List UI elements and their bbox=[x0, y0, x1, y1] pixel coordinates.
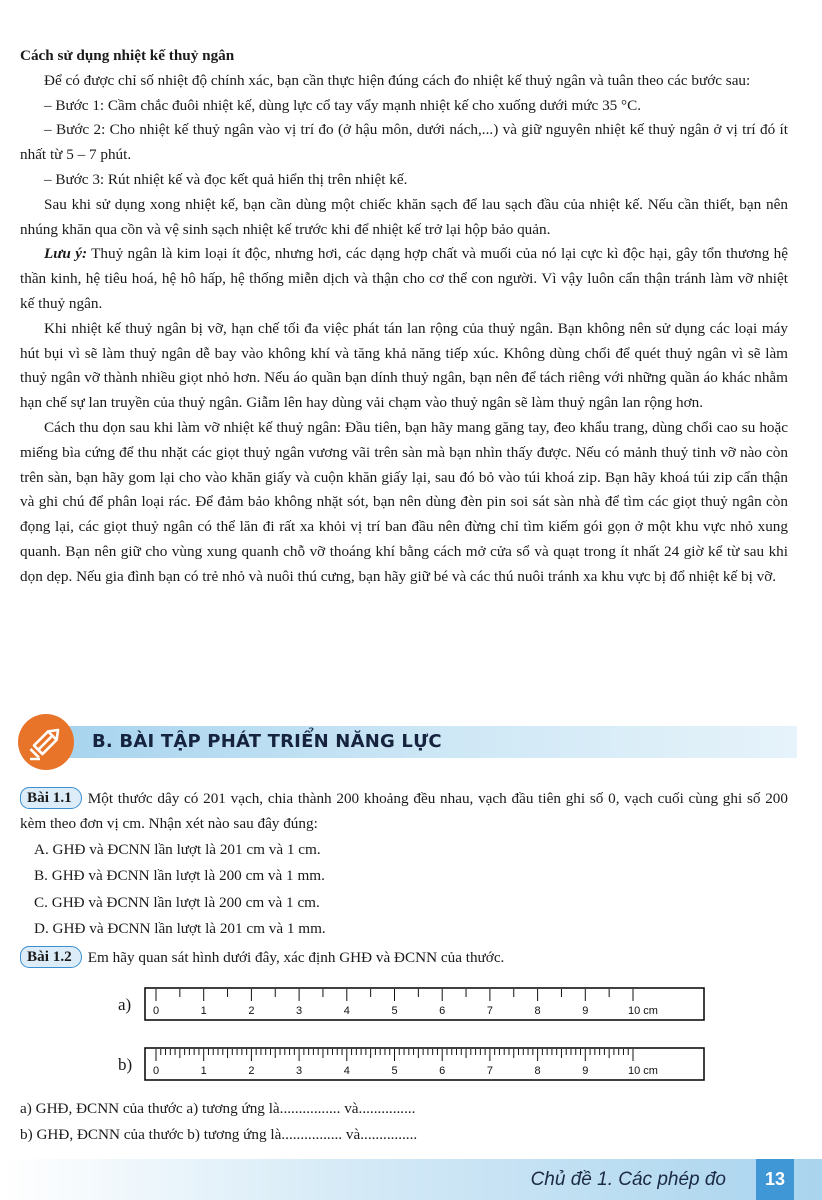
ruler-b-number: 6 bbox=[439, 1065, 446, 1077]
step-1: – Bước 1: Cầm chắc đuôi nhiệt kế, dùng lực cổ tay vẩy mạnh nhiệt kế cho xuống dưới mức 35 °C. bbox=[44, 96, 642, 114]
exercise-1-1-question bbox=[20, 787, 788, 837]
ruler-a-number: 4 bbox=[343, 1005, 350, 1017]
ruler-a-number: 1 bbox=[200, 1005, 207, 1017]
ruler-b-number: 5 bbox=[391, 1065, 398, 1077]
exercise-1-2-question bbox=[20, 946, 788, 971]
ruler-a-number: 0 bbox=[152, 1005, 160, 1017]
answer-a: a) GHĐ, ĐCNN của thước a) tương ứng là................ và............... bbox=[20, 1100, 416, 1117]
footer-chapter: Chủ đề 1. Các phép đo bbox=[530, 1169, 726, 1190]
section-b-banner bbox=[18, 714, 798, 770]
exercise-1-1 bbox=[20, 787, 788, 943]
question-text: Em hãy quan sát hình dưới đây, xác định GHĐ và ĐCNN của thước. bbox=[87, 949, 505, 966]
ruler-b-number: 1 bbox=[200, 1065, 207, 1077]
note-paragraph bbox=[20, 242, 788, 316]
exercise-badge: Bài 1.1 bbox=[20, 787, 82, 809]
ruler-a-number: 3 bbox=[296, 1005, 303, 1017]
ruler-a-frame bbox=[145, 988, 704, 1020]
ruler-a-number: 5 bbox=[391, 1005, 398, 1017]
option-c: C. GHĐ và ĐCNN lần lượt là 200 cm và 1 cm. bbox=[34, 893, 320, 911]
ruler-b-number: 3 bbox=[296, 1065, 303, 1077]
ruler-a-number: 2 bbox=[248, 1005, 255, 1017]
ruler-a bbox=[144, 987, 706, 1021]
ruler-a-number: 9 bbox=[582, 1005, 589, 1017]
option-a: A. GHĐ và ĐCNN lần lượt là 201 cm và 1 cm. bbox=[34, 840, 321, 858]
ruler-a-number: 7 bbox=[486, 1005, 493, 1017]
ruler-b bbox=[144, 1047, 706, 1081]
ruler-b-label: b) bbox=[118, 1055, 133, 1074]
step-3: – Bước 3: Rút nhiệt kế và đọc kết quả hiển thị trên nhiệt kế. bbox=[44, 170, 408, 188]
pencil-icon bbox=[18, 714, 74, 770]
answer-b: b) GHĐ, ĐCNN của thước b) tương ứng là................ và............... bbox=[20, 1126, 418, 1143]
ruler-a-number: 8 bbox=[534, 1005, 541, 1017]
exercise-badge: Bài 1.2 bbox=[20, 946, 82, 968]
ruler-b-number: 4 bbox=[343, 1065, 350, 1077]
ruler-b-number: 7 bbox=[486, 1065, 493, 1077]
note-text: Thuỷ ngân là kim loại ít độc, nhưng hơi, các dạng hợp chất và muối của nó lại cực kì độc hại, gây tổn thương hệ thần kinh, hệ tiêu hoá, hệ hô hấp, hệ thống miễn dịch và thận cho cơ thể con người. Vì vậy luôn cẩn thận tránh làm vỡ nhiệt kế thuỷ ngân. bbox=[20, 245, 789, 312]
step-2: – Bước 2: Cho nhiệt kế thuỷ ngân vào vị trí đo (ở hậu môn, dưới nách,...) và giữ nguyên nhiệt kế thuỷ ngân ở vị trí đó ít nhất từ 5 – 7 phút. bbox=[20, 121, 788, 164]
section-heading: Cách sử dụng nhiệt kế thuỷ ngân bbox=[20, 47, 235, 64]
option-b: B. GHĐ và ĐCNN lần lượt là 200 cm và 1 mm. bbox=[34, 867, 325, 885]
section-a bbox=[20, 44, 788, 590]
option-d: D. GHĐ và ĐCNN lần lượt là 201 cm và 1 mm. bbox=[34, 920, 326, 938]
note-label: Lưu ý: bbox=[44, 245, 88, 263]
ruler-a-end-label: 10 cm bbox=[628, 1005, 658, 1017]
ruler-b-number: 2 bbox=[248, 1065, 255, 1077]
question-text: Một thước dây có 201 vạch, chia thành 200 khoảng đều nhau, vạch đầu tiên ghi số 0, vạch cuối cùng ghi số 200 kèm theo đơn vị cm. Nhận xét nào sau đây đúng: bbox=[20, 790, 788, 832]
cleanup-paragraph: Cách thu dọn sau khi làm vỡ nhiệt kế thuỷ ngân: Đầu tiên, bạn hãy mang găng tay, đeo khẩu trang, dùng chổi cao su hoặc miếng bìa cứng để thu nhặt các giọt thuỷ ngân vương vãi trên sàn mà bạn nhìn thấy được. Nếu có mảnh thuỷ tinh vỡ nào còn trên sàn, bạn hãy gom lại cho vào khăn giấy và cuộn khăn giấy lại, sau đó bỏ vào túi khoá zip. Bạn hãy khoá túi zip cẩn thận và ghi chú để phân loại rác. Để đảm bảo không nhặt sót, bạn nên dùng đèn pin soi sát sàn nhà để tìm các giọt thuỷ ngân còn đọng lại, các giọt thuỷ ngân có thể lăn đi rất xa khỏi vị trí ban đầu nên đừng chỉ tìm kiếm gói gọn ở một khu vực nhỏ xung quanh. Bạn nên giữ cho vùng xung quanh chỗ vỡ thoáng khí bằng cách mở cửa sổ và quạt trong ít nhất 24 giờ kể từ sau khi dọn dẹp. Nếu gia đình bạn có trẻ nhỏ và nuôi thú cưng, bạn hãy giữ bé và các thú nuôi tránh xa khu vực bị đổ nhiệt kế bị vỡ. bbox=[20, 418, 788, 585]
ruler-b-frame bbox=[145, 1048, 704, 1080]
broken-paragraph: Khi nhiệt kế thuỷ ngân bị vỡ, hạn chế tối đa việc phát tán lan rộng của thuỷ ngân. Bạn không nên sử dụng các loại máy hút bụi vì sẽ làm thuỷ ngân dễ bay vào không khí và tăng khả năng tiếp xúc. Không dùng chổi để quét thuỷ ngân vì sẽ làm thuỷ ngân vỡ thành nhiều giọt nhỏ hơn. Nếu áo quần bạn dính thuỷ ngân, bạn nên để tách riêng với những quần áo khác nhằm hạn chế sự lan truyền của thuỷ ngân. Giẫm lên hay dùng vải chạm vào thuỷ ngân sẽ làm thuỷ ngân lan rộng hơn. bbox=[20, 319, 788, 412]
banner-badge bbox=[18, 714, 74, 770]
ruler-b-number: 0 bbox=[152, 1065, 160, 1077]
ruler-a-number: 6 bbox=[439, 1005, 446, 1017]
ruler-b-number: 8 bbox=[534, 1065, 541, 1077]
after-use-paragraph: Sau khi sử dụng xong nhiệt kế, bạn cần dùng một chiếc khăn sạch để lau sạch đầu của nhiệt kế. Nếu cần thiết, bạn nên nhúng khăn qua cồn và vệ sinh sạch nhiệt kế trước khi để nhiệt kế trở lại hộp bảo quản. bbox=[20, 195, 788, 238]
exercise-1-2-answers bbox=[20, 1096, 788, 1148]
ruler-b-number: 9 bbox=[582, 1065, 589, 1077]
section-b-title: B. BÀI TẬP PHÁT TRIỂN NĂNG LỰC bbox=[92, 731, 442, 752]
ruler-b-end-label: 10 cm bbox=[628, 1065, 658, 1077]
ruler-a-label: a) bbox=[118, 995, 132, 1014]
exercise-1-2 bbox=[20, 946, 788, 971]
intro-paragraph: Để có được chỉ số nhiệt độ chính xác, bạn cần thực hiện đúng cách đo nhiệt kế thuỷ ngân và tuân theo các bước sau: bbox=[44, 71, 751, 89]
page-number: 13 bbox=[756, 1159, 794, 1200]
